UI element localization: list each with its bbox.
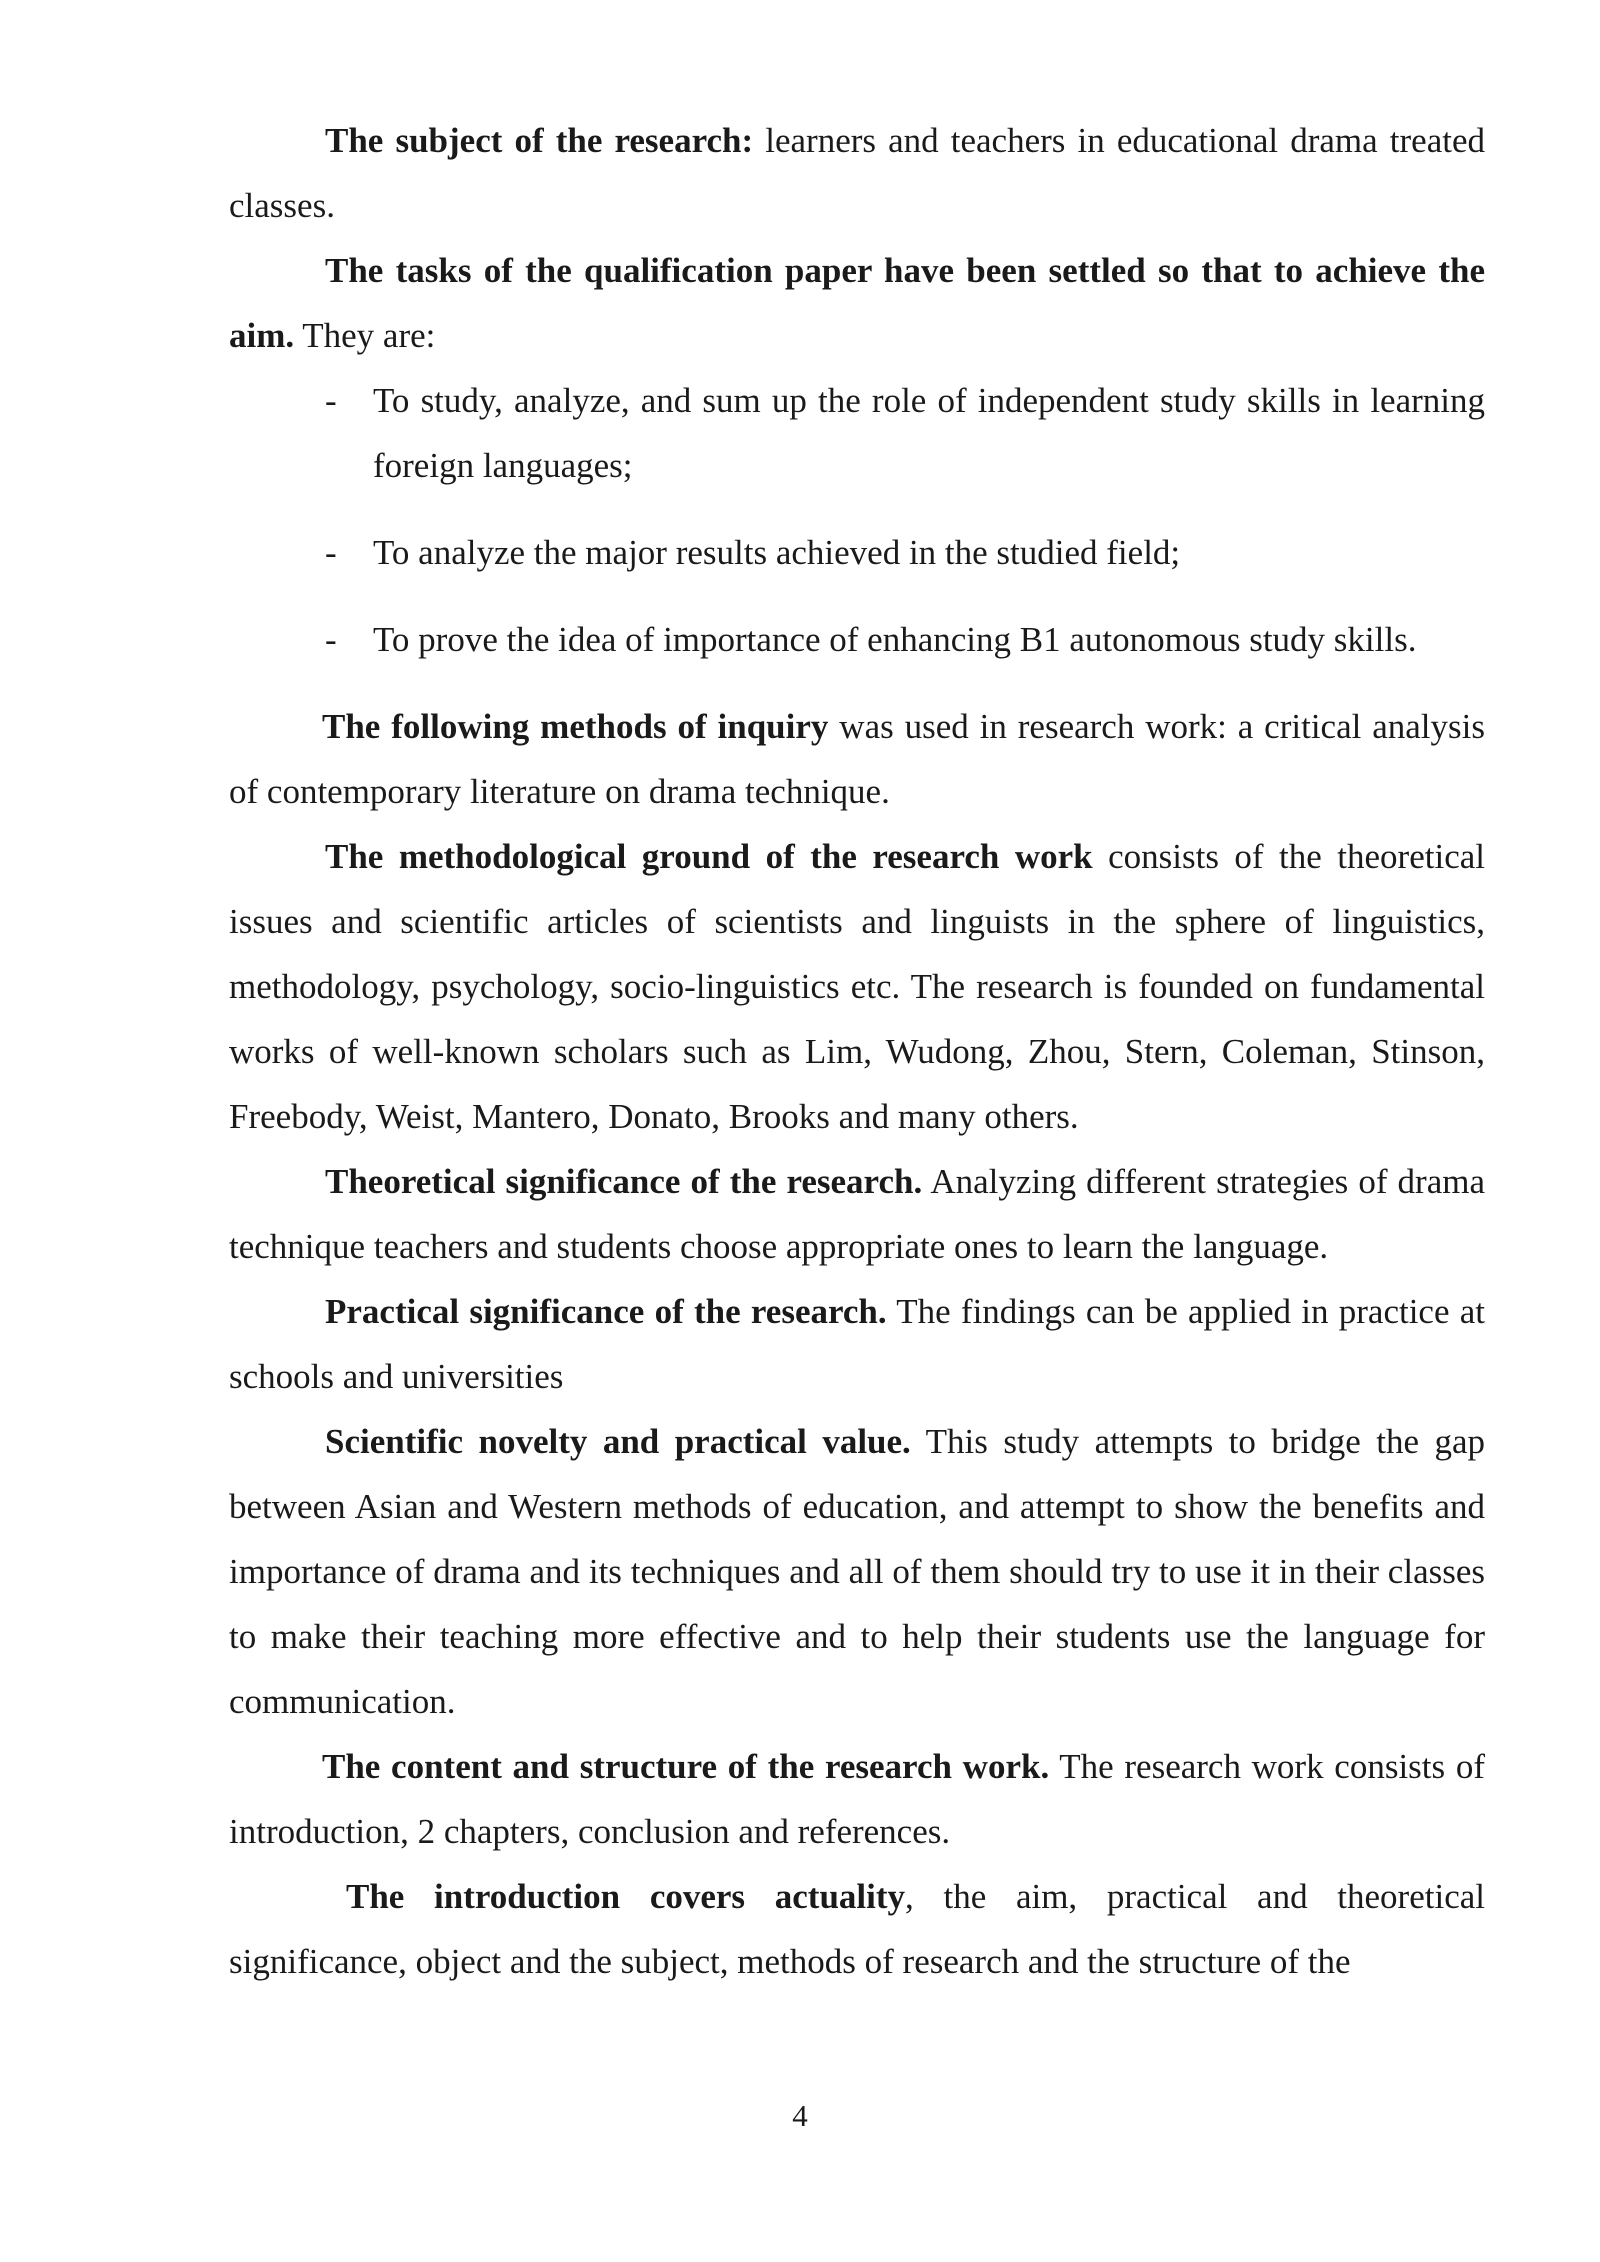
dash-bullet: - <box>325 533 337 572</box>
ground-text: consists of the theoretical issues and scientific articles of scientists and linguists in the sphere of linguistics, methodology, psychology, socio-linguistics etc. The research is founded on fundamental works of well-known scholars such as Lim, Wudong, Zhou, Stern, Coleman, Stinson, Freebody, Weist, Mantero, Donato, Brooks and many others. <box>229 837 1485 1136</box>
ground-heading: The methodological ground of the research work <box>325 837 1093 876</box>
methods-paragraph <box>229 694 1485 824</box>
structure-text: The research work consists of introduction, 2 chapters, conclusion and references. <box>229 1747 1485 1851</box>
practical-paragraph <box>229 1279 1485 1409</box>
tasks-list <box>229 368 1485 672</box>
list-item <box>229 368 1485 498</box>
task-item-text: To analyze the major results achieved in the studied field; <box>373 533 1181 572</box>
methods-heading: The following methods of inquiry <box>322 707 829 746</box>
subject-heading: The subject of the research: <box>325 121 754 160</box>
novelty-heading: Scientific novelty and practical value. <box>325 1422 911 1461</box>
dash-bullet: - <box>325 620 337 659</box>
introduction-text: , the aim, practical and theoretical significance, object and the subject, methods of research and the structure of the <box>229 1877 1485 1981</box>
practical-text: The findings can be applied in practice at schools and universities <box>229 1292 1486 1396</box>
document-page <box>229 108 1485 1994</box>
list-item <box>229 520 1485 585</box>
structure-heading: The content and structure of the research work. <box>322 1747 1050 1786</box>
dash-bullet: - <box>325 381 337 420</box>
tasks-text: They are: <box>294 316 436 355</box>
tasks-paragraph <box>229 238 1485 368</box>
methods-text: was used in research work: a critical analysis of contemporary literature on drama technique. <box>229 707 1485 811</box>
structure-paragraph <box>229 1734 1485 1864</box>
list-item <box>229 607 1485 672</box>
novelty-text: This study attempts to bridge the gap between Asian and Western methods of education, and attempt to show the benefits and importance of drama and its techniques and all of them should try to use it in their classes to make their teaching more effective and to help their students use the language for communication. <box>229 1422 1485 1721</box>
tasks-heading: The tasks of the qualification paper have been settled so that to achieve the aim. <box>229 251 1485 355</box>
introduction-paragraph <box>229 1864 1485 1994</box>
ground-paragraph <box>229 824 1485 1149</box>
subject-text: learners and teachers in educational drama treated classes. <box>229 121 1485 225</box>
theoretical-paragraph <box>229 1149 1485 1279</box>
introduction-heading: The introduction covers actuality <box>346 1877 906 1916</box>
subject-paragraph <box>229 108 1485 238</box>
theoretical-heading: Theoretical significance of the research. <box>325 1162 923 1201</box>
task-item-text: To prove the idea of importance of enhancing B1 autonomous study skills. <box>373 620 1417 659</box>
practical-heading: Practical significance of the research. <box>325 1292 887 1331</box>
page-number: 4 <box>792 2098 808 2133</box>
theoretical-text: Analyzing different strategies of drama technique teachers and students choose appropriate ones to learn the language. <box>229 1162 1485 1266</box>
novelty-paragraph <box>229 1409 1485 1734</box>
task-item-text: To study, analyze, and sum up the role of independent study skills in learning foreign languages; <box>373 381 1485 485</box>
